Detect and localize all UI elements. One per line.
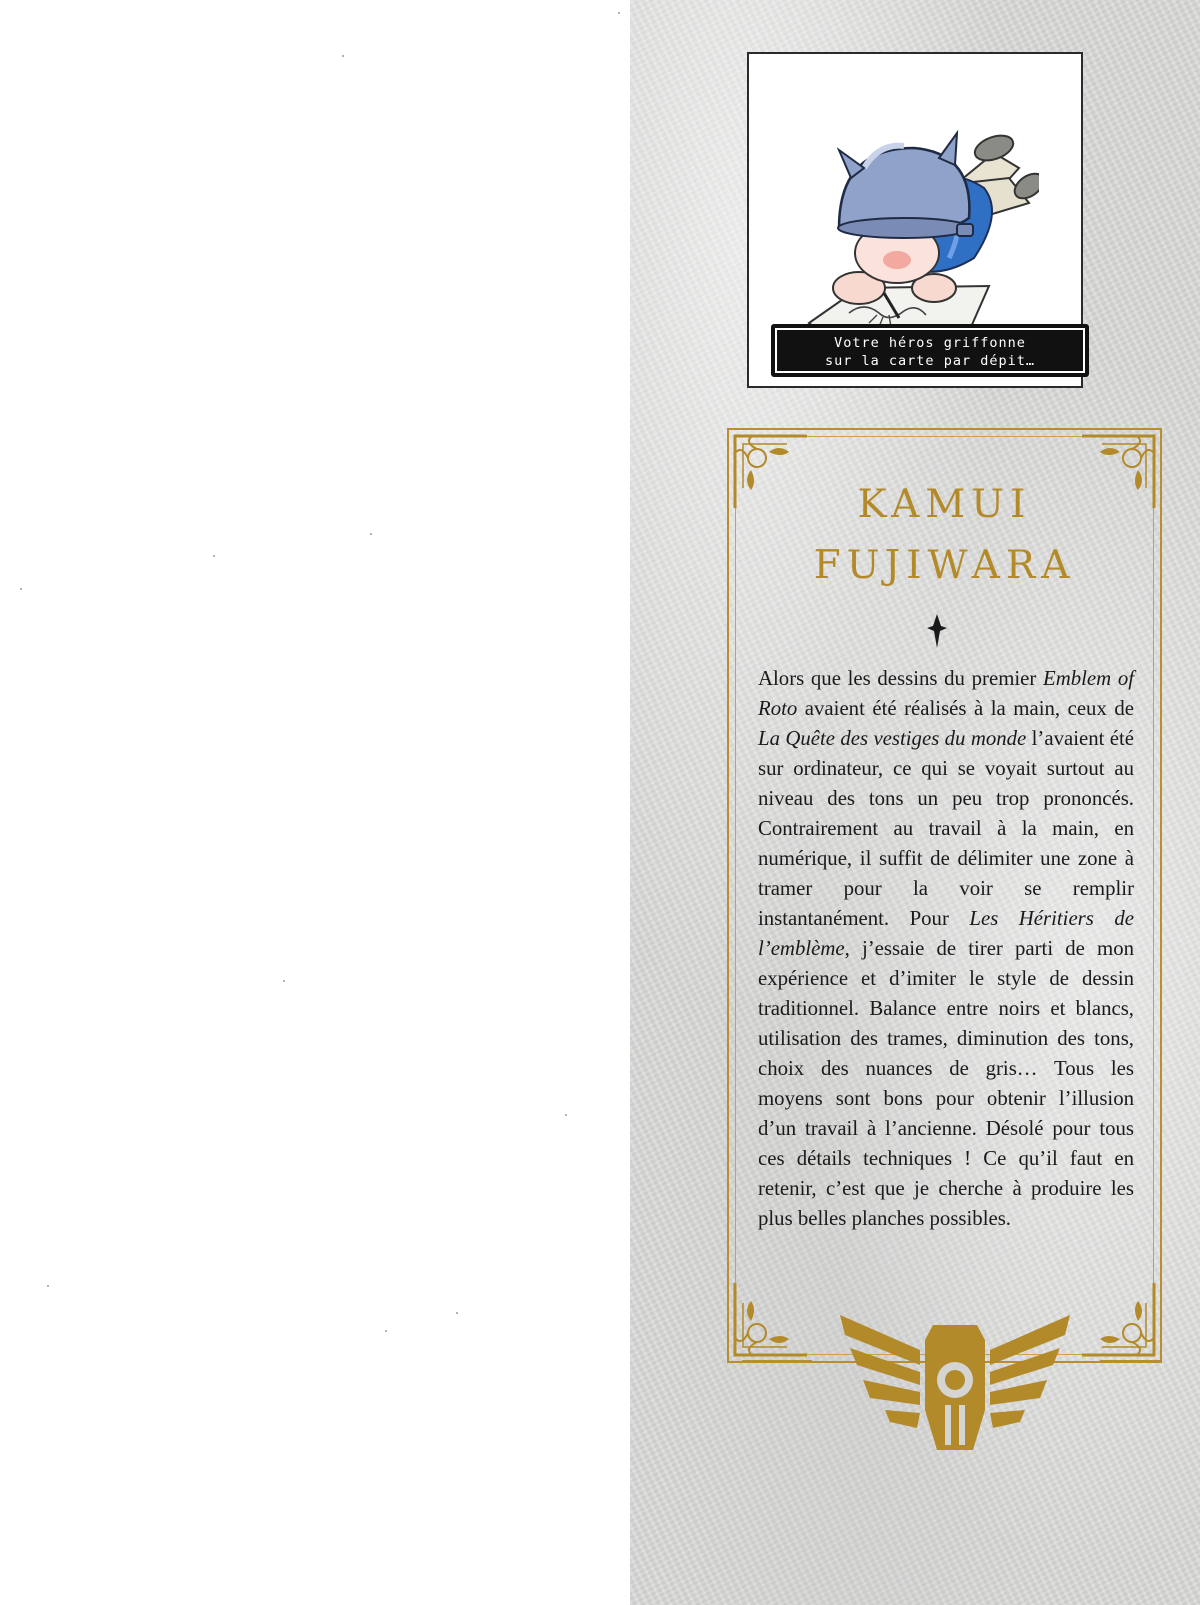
ornament-corner-icon bbox=[1072, 1273, 1162, 1363]
ornament-corner-icon bbox=[727, 1273, 817, 1363]
hero-drawing-on-map-illustration bbox=[789, 88, 1039, 348]
paper-speck bbox=[342, 55, 344, 57]
bio-frame bbox=[727, 428, 1162, 1363]
bio-title-emblem-of-roto: Emblem of Roto bbox=[758, 667, 1134, 720]
author-bio-paragraph bbox=[758, 664, 1134, 1234]
illustration-panel bbox=[747, 52, 1083, 388]
paper-speck bbox=[565, 1114, 567, 1116]
bio-title-la-quete: La Quête des vestiges du monde bbox=[758, 727, 1027, 750]
bio-text-run: Alors que les dessins du premier bbox=[758, 667, 1043, 690]
author-first-name: KAMUI bbox=[857, 482, 1032, 527]
paper-speck bbox=[385, 1330, 387, 1332]
paper-speck bbox=[47, 1285, 49, 1287]
roto-emblem-icon bbox=[835, 1310, 1075, 1460]
paper-speck bbox=[213, 555, 215, 557]
rpg-caption-box bbox=[771, 324, 1089, 377]
paper-speck bbox=[283, 980, 285, 982]
caption-line: Votre héros griffonne bbox=[834, 335, 1026, 351]
author-last-name: FUJIWARA bbox=[813, 543, 1076, 588]
paper-speck bbox=[618, 12, 620, 14]
bio-text-run: avaient été réalisés à la main, ceux de bbox=[797, 697, 1134, 720]
paper-speck bbox=[370, 533, 372, 535]
diamond-ornament-icon bbox=[927, 614, 947, 648]
paper-speck bbox=[20, 588, 22, 590]
emblem-side-rule bbox=[742, 1360, 812, 1362]
author-bio-flap bbox=[630, 0, 1200, 1605]
paper-speck bbox=[456, 1312, 458, 1314]
caption-line: sur la carte par dépit… bbox=[825, 353, 1035, 369]
bio-text-run: l’avaient été sur ordinateur, ce qui se voyait surtout au niveau des tons un peu trop prononcés. Contrairement au travail à la main, en numérique, il suffit de délimiter une zone à tramer pour la voir se remplir instantanément. Pour bbox=[758, 727, 1134, 930]
emblem-side-rule bbox=[1100, 1360, 1162, 1362]
bio-title-les-heritiers: Les Héritiers de l’emblème bbox=[758, 907, 1134, 960]
bio-text-run: , j’essaie de tirer parti de mon expérience et d’imiter le style de dessin traditionnel. Balance entre noirs et blancs, utilisation des trames, diminution des tons, choix des nuances de gris… Tous les moyens sont bons pour obtenir l’illusion d’un travail à l’ancienne. Désolé pour tous ces détails techniques ! Ce qu’il faut en retenir, c’est que je cherche à produire les plus belles planches possibles. bbox=[758, 937, 1134, 1230]
